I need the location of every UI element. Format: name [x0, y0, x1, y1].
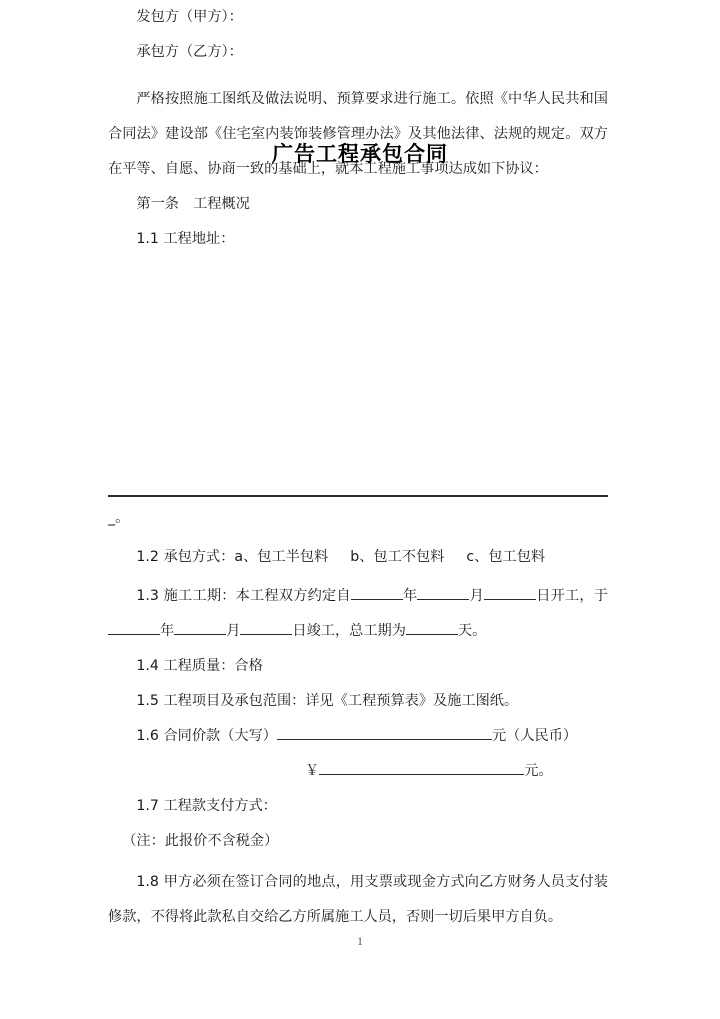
currency-symbol: ￥	[305, 763, 320, 779]
article-one-heading: 第一条 工程概况	[136, 196, 250, 212]
end-day-blank[interactable]	[240, 634, 292, 635]
price-figure-blank[interactable]	[319, 774, 524, 775]
party-a-label: 发包方（甲方）：	[136, 9, 243, 25]
end-year-blank[interactable]	[108, 634, 160, 635]
item-1-4-quality: 1.4 工程质量：合格	[136, 658, 263, 674]
item-1-2-option-c[interactable]: c、包工包料	[466, 549, 546, 565]
tax-note: （注：此报价不含税金）	[122, 833, 279, 849]
end-year-unit: 年	[160, 623, 175, 639]
item-1-3-label: 1.3 施工工期：本工程双方约定自	[136, 588, 351, 604]
end-month-blank[interactable]	[174, 634, 226, 635]
page-title: 广告工程承包合同	[272, 142, 448, 166]
item-1-6-price-figure	[108, 754, 608, 789]
price-unit: 元（人民币）	[491, 728, 578, 744]
party-b-label: 承包方（乙方）：	[136, 44, 243, 60]
start-year-blank[interactable]	[351, 599, 403, 600]
price-words-blank[interactable]	[277, 739, 492, 740]
start-year-unit: 年	[402, 588, 418, 604]
document-body-continued	[108, 540, 608, 935]
item-1-2-option-b[interactable]: b、包工不包料	[350, 549, 445, 565]
item-1-1-address-label: 1.1 工程地址：	[136, 231, 235, 247]
preamble-paragraph: 严格按照施工图纸及做法说明、预算要求进行施工。依照《中华人民共和国合同法》建设部《住宅室内装饰装修管理办法》及其他法律、法规的规定。双方在平等、自愿、协商一致的基础上，就本工程施工事项达成如下协议：	[108, 91, 608, 177]
item-1-2-contract-mode	[108, 540, 608, 575]
document-body	[108, 0, 608, 257]
price-figure-unit: 元。	[524, 763, 553, 779]
start-month-unit: 月	[469, 588, 484, 604]
page-number: 1	[357, 934, 363, 948]
total-days-blank[interactable]	[406, 634, 458, 635]
end-month-unit: 月	[226, 623, 241, 639]
address-blank-rule[interactable]	[108, 495, 608, 497]
item-1-6-label: 1.6 合同价款（大写）	[136, 728, 277, 744]
start-day-unit: 日开工，	[536, 588, 594, 604]
item-1-3-duration	[108, 579, 608, 649]
item-1-6-price	[108, 719, 608, 754]
start-month-blank[interactable]	[417, 599, 469, 600]
end-prefix: 于	[593, 588, 608, 604]
end-day-unit: 日竣工，总工期为	[292, 623, 406, 639]
address-blank-tail: _。	[108, 510, 130, 526]
item-1-5-scope: 1.5 工程项目及承包范围：详见《工程预算表》及施工图纸。	[136, 693, 519, 709]
item-1-8-payment-rule: 1.8 甲方必须在签订合同的地点，用支票或现金方式向乙方财务人员支付装修款，不得将此款私自交给乙方所属施工人员，否则一切后果甲方自负。	[108, 874, 608, 925]
item-1-2-label: 1.2 承包方式：a、包工半包料	[136, 549, 329, 565]
start-day-blank[interactable]	[484, 599, 536, 600]
item-1-7-payment-method: 1.7 工程款支付方式：	[136, 798, 277, 814]
total-days-unit: 天。	[457, 623, 487, 639]
